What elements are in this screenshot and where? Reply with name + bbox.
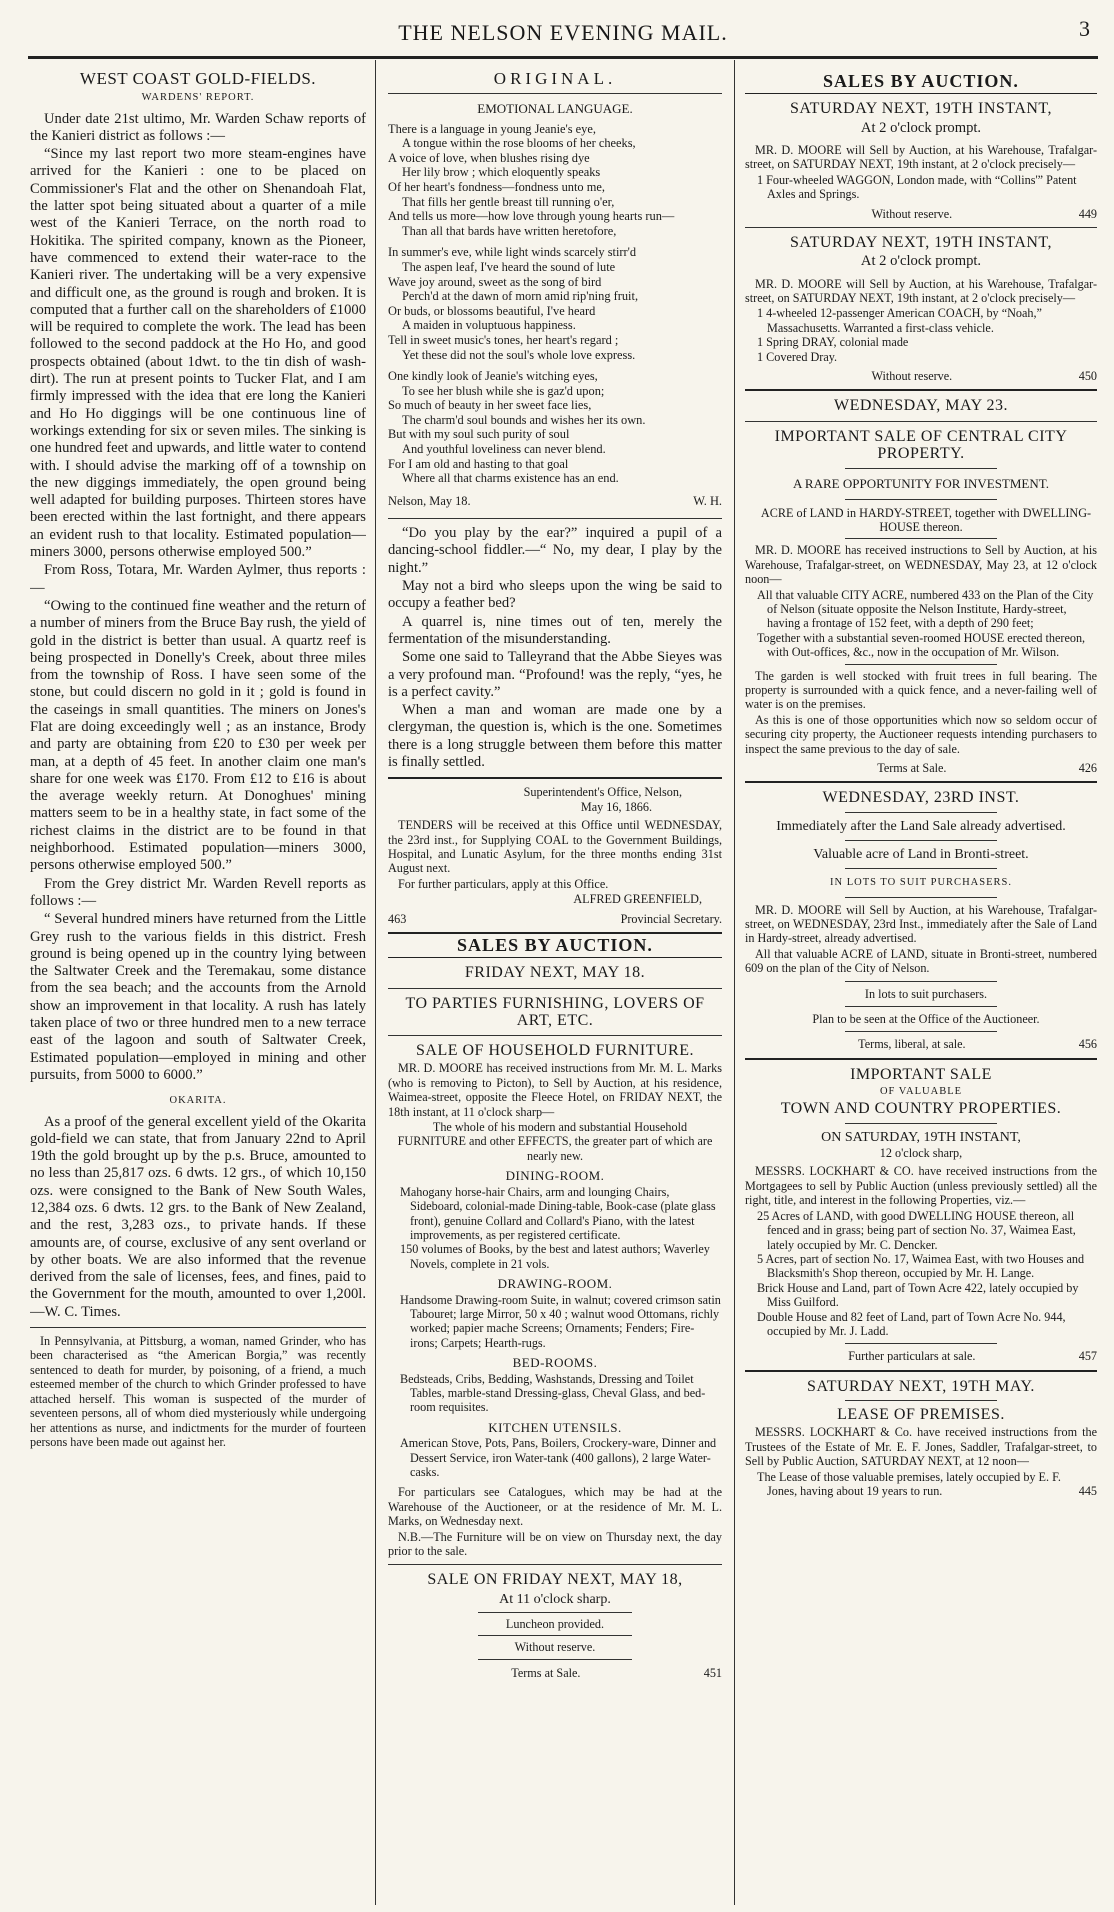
tender-office: Superintendent's Office, Nelson, [523,785,682,800]
joke: A quarrel is, nine times out of ten, merely the fermentation of the misunderstanding. [388,613,722,647]
tender-body: TENDERS will be received at this Office until WEDNESDAY, the 23rd inst., for Supplying COAL to the Government Buildings, Hospital, and Lunatic Asylum, for the three months ending 31st August next. [388,818,722,876]
masthead [28,14,1098,48]
ad-body: MR. D. MOORE will Sell by Auction, at his Warehouse, Trafalgar-street, on SATURDAY NEXT, 19th instant, at 2 o'clock precisely— [745,142,1097,172]
poem [388,122,722,486]
poem-signature: W. H. [693,493,722,508]
ad-item: Brick House and Land, part of Town Acre 422, lately occupied by Miss Guilford. [757,1280,1079,1310]
article-paragraph: From the Grey district Mr. Warden Revell reports as follows :— [30,875,366,909]
poem-line: A voice of love, when blushes rising dye [388,150,590,165]
ad-time: 12 o'clock sharp, [879,1146,963,1161]
article-subheading: WARDENS' REPORT. [141,92,255,104]
auction-ad [745,100,1097,221]
divider [845,840,997,841]
column-1 [30,64,366,1904]
article-heading: WEST COAST GOLD-FIELDS. [79,69,317,88]
tender-notice [388,785,722,926]
ad-item: 5 Acres, part of section No. 17, Waimea East, with two Houses and Blacksmith's Shop thereon, occupied by Mr. H. Lange. [757,1251,1085,1281]
divider [845,1343,997,1344]
poem-line: Or buds, or blossoms beautiful, I've heard [388,303,596,318]
column-divider [734,60,735,1905]
ad-subtitle: OF VALUABLE [879,1086,963,1098]
divider [745,389,1097,391]
ad-terms: Without reserve. [871,368,953,383]
ad-date: WEDNESDAY, MAY 23. [833,397,1009,415]
joke: When a man and woman are made one by a clergyman, the question is, which is the one. Sometimes there is a long struggle between them before this matter is finally settled. [388,702,722,770]
ad-item: The Lease of those valuable premises, lately occupied by E. F. Jones, having about 19 years to run. [757,1469,1061,1498]
ad-headline: TO PARTIES FURNISHING, LOVERS OF ART, ETC. [405,994,705,1029]
ad-terms: Without reserve. [871,206,953,221]
poem-line: Tell in sweet music's tones, her heart's regard ; [388,332,619,347]
ad-body: MR. D. MOORE has received instructions from Mr. M. L. Marks (who is removing to Picton), to Sell by Auction, at his residence, Waimea-street, opposite the Fleece Hotel, on FRIDAY NEXT, the 18th instant, at 11 o'clock sharp— [388,1061,722,1119]
poem-line: Of her heart's fondness—fondness unto me, [388,179,605,194]
ad-body: As this is one of those opportunities which now so seldom occur of securing city property, the Auctioneer requests intending purchasers to inspect the same previous to the day of sale. [745,712,1097,756]
poem-line: So much of beauty in her sweet face lies, [388,398,592,413]
poem-line: To see her blush while she is gaz'd upon; [402,383,605,398]
ad-body: MR. D. MOORE will Sell by Auction, at his Warehouse, Trafalgar-street, on SATURDAY NEXT, 19th instant, at 2 o'clock precisely— [745,276,1097,305]
ad-item: 1 4-wheeled 12-passenger American COACH, by “Noah,” Massachusetts. Warranted a first-class vehicle. [757,306,1042,335]
divider [845,499,997,500]
room-heading: BED-ROOMS. [512,1355,598,1371]
column-3 [745,64,1097,1904]
article-paragraph: “Since my last report two more steam-engines have arrived for the Kanieri : one to be placed on Commissioner's Flat and the other on Shenandoah Flat, the latter spot being situated about a quarter of a mile west of the Kanieri Terrace, on the north road to Hokitika. The spirited company, known as the Pioneer, have commenced to extend their water-race to the Kanieri river. The undertaking will be a very expensive and difficult one, as the ground is rough and broken. It is computed that a further call on the shareholders of £1000 will be required to complete the work. The lead has been followed to the second paddock at the Ho Ho, and good prospects obtained (about 1dwt. to the tin dish of wash-dirt). The run at present points to Tucker Flat, and I am firmly impressed with the idea that ere long the Kanieri and Ho Ho diggings will be one continuous line of workings extending for six or seven miles. The sinking is one hundred feet and upwards, and little water to contend with. I should advise the marking off of a township on the new diggings immediately, the open ground being well adapted for building purposes. Thirteen stores have been erected within the last fortnight, and there appears an evident rush to that locality. Estimated population—miners 3000, persons otherwise employed 500.” [30,146,366,561]
top-rule [28,56,1098,59]
ad-terms: Further particulars at sale. [848,1349,976,1364]
divider [388,93,722,94]
poem-line: Where all that charms existence has an end. [402,471,619,486]
tender-role: Provincial Secretary. [620,911,722,926]
divider [745,421,1097,422]
divider [388,1564,722,1565]
poem-line: But with my soul such purity of soul [388,427,570,442]
poem-stanza [388,369,722,486]
poem-stanza [388,122,722,239]
section-heading-okarita: OKARITA. [169,1095,227,1107]
ad-body: MESSRS. LOCKHART & CO. have received instructions from the Mortgagees to sell by Public Auction (unless previously settled) all the right, title, and interest in the following Properties, viz.— [745,1164,1097,1208]
ad-item: 25 Acres of LAND, with good DWELLING HOUSE thereon, all fenced and in grass; being part of section No. 37, Waimea East, lately occupied by Mr. C. Dencker. [757,1208,1076,1252]
auction-ad [745,1066,1097,1364]
ad-item: 1 Four-wheeled WAGGON, London made, with “Collins'” Patent Axles and Springs. [757,172,1077,202]
ad-terms: Terms, liberal, at sale. [858,1037,966,1052]
divider [388,988,722,989]
ad-body: The whole of his modern and substantial Household FURNITURE and other EFFECTS, the greater part of which are nearly new. [397,1120,713,1163]
poem-stanza [388,245,722,362]
ad-date: SATURDAY NEXT, 19TH INSTANT, [789,100,1053,118]
room-contents: Mahogany horse-hair Chairs, arm and lounging Chairs, Sideboard, colonial-made Dining-table, Book-case (plate glass front), genuine Collard and Collard's Piano, with the latest improvements, as per registered certificate. [400,1184,716,1242]
tender-more: For further particulars, apply at this Office. [398,876,609,891]
ad-number: 450 [1078,368,1097,383]
auction-ad [745,1378,1097,1499]
ad-body: The garden is well stocked with fruit trees in full bearing. The property is surrounded with a quick fence, and a never-failing well of water is on the premises. [745,668,1097,712]
divider [388,518,722,519]
divider [30,1327,366,1328]
ad-item: All that valuable CITY ACRE, numbered 433 on the Plan of the City of Nelson (situate opposite the Nelson Institute, Hardy-street, having a frontage of 152 feet, with a depth of 290 feet; [757,587,1094,631]
poem-line: For I am old and hasting to that goal [388,456,569,471]
ad-headline: Valuable acre of Land in Bronti-street. [813,847,1029,863]
divider [745,1370,1097,1372]
divider [845,664,997,665]
ad-note: Luncheon provided. [505,1617,605,1632]
ad-body: ACRE of LAND in HARDY-STREET, together with DWELLING-HOUSE thereon. [760,505,1092,534]
divider [845,1123,997,1124]
poem-line: The charm'd soul bounds and wishes her its own. [402,412,646,427]
ad-terms: Terms at Sale. [511,1665,581,1680]
ad-time: At 2 o'clock prompt. [860,119,982,136]
poem-line: A maiden in voluptuous happiness. [402,318,576,333]
ad-body: N.B.—The Furniture will be on view on Thursday next, the day prior to the sale. [388,1529,722,1559]
article-paragraph: “ Several hundred miners have returned from the Little Grey rush to the various fields in this district. Fresh ground is being opened up in the country lying between the Saltwater Creek and the Teremakau, some distance from the sea beach; and the accounts from the Arnold show an improvement in that locality. A rush has lately taken place of two or three hundred men to a new terrace east of the lagoon and south of Saltwater Creek, Estimated population—employed in mining and other pursuits, from 5000 to 6000.” [30,911,366,1083]
room-heading: DRAWING-ROOM. [497,1276,613,1292]
ad-time: At 11 o'clock sharp. [499,1591,611,1607]
ad-date: SATURDAY NEXT, 19TH MAY. [807,1377,1035,1395]
ad-body: MR. D. MOORE will Sell by Auction, at his Warehouse, Trafalgar-street, on WEDNESDAY, 23rd Inst., immediately after the Sale of Land in Hardy-street, already advertised. [745,902,1097,946]
ad-terms: Terms at Sale. [877,761,947,776]
divider [388,777,722,779]
ad-number: 445 [1078,1483,1097,1498]
poem-line: Her lily brow ; which eloquently speaks [402,165,601,180]
divider [845,1031,997,1032]
ad-number: 451 [703,1665,722,1680]
divider [845,1400,997,1401]
poem-line: That fills her gentle breast till running o'er, [402,194,615,209]
poem-line: In summer's eve, while light winds scarcely stirr'd [388,245,637,260]
divider [845,1006,997,1007]
ad-note: IN LOTS TO SUIT PURCHASERS. [830,877,1012,889]
ad-body: MESSRS. LOCKHART & Co. have received instructions from the Trustees of the Estate of Mr. E. F. Jones, Saddler, Trafalgar-street, to Sell by Public Auction, SATURDAY NEXT, at 12 noon— [745,1425,1097,1469]
ad-headline: A RARE OPPORTUNITY FOR INVESTMENT. [793,476,1049,492]
column-divider [375,60,376,1905]
divider [388,1035,722,1036]
divider [478,1659,632,1660]
poem-line: A tongue within the rose blooms of her cheeks, [402,136,636,151]
poem-line: Yet these did not the soul's whole love express. [402,347,636,362]
poem-line: Wave joy around, sweet as the song of bird [388,274,602,289]
divider [845,897,997,898]
poem-line: And youthful loveliness can never blend. [402,442,606,457]
divider [845,468,997,469]
room-contents: Bedsteads, Cribs, Bedding, Washstands, Dressing and Toilet Tables, marble-stand Dressing-glass, Cheval Glass, and bed-room requisites. [400,1371,706,1415]
ad-note: Plan to be seen at the Office of the Auctioneer. [812,1012,1040,1027]
joke: Some one said to Talleyrand that the Abbe Sieyes was a very profound man. “Profound! was the reply, “yes, he is a perfect cavity.” [388,649,722,700]
poem-line: And tells us more—how love through young hearts run— [388,209,675,224]
poem-place: Nelson, May 18. [388,493,471,508]
auction-ad [745,789,1097,1051]
article-paragraph: From Ross, Totara, Mr. Warden Aylmer, thus reports :— [30,562,366,596]
ad-note: In lots to suit purchasers. [864,986,988,1001]
article-paragraph: As a proof of the general excellent yield of the Okarita gold-field we can state, that from January 22nd to April 19th the gold brought up by the p.s. Bruce, amounted to no less than 25,817 ozs. 6 dwts. 12 grs., of which 10,150 ozs. were consigned to the Bank of New South Wales, 12,384 ozs. 6 dwts. 12 grs. to the Bank of New Zealand, and the rest, 3,283 ozs., to private hands. If these amounts are, of course, exclusive of any sent overland or by other boats. We are also informed that the revenue derived from the sale of licenses, fees, and fines, paid to the Government for the mouth, amounted to over 1,200l.—W. C. Times. [30,1113,366,1320]
divider [845,981,997,982]
poem-line: The aspen leaf, I've heard the sound of lute [402,259,616,274]
ad-number: 449 [1078,206,1097,221]
tender-name: ALFRED GREENFIELD, [573,892,702,907]
auction-ad [745,234,1097,383]
ad-body: MR. D. MOORE has received instructions to Sell by Auction, at his Warehouse, Trafalgar-street, on WEDNESDAY, May 23, at 12 o'clock noon— [745,543,1097,587]
room-contents: American Stove, Pots, Pans, Boilers, Crockery-ware, Dinner and Dessert Service, iron Water-tank (400 gallons), 2 large Water-casks. [400,1436,717,1479]
news-item: In Pennsylvania, at Pittsburg, a woman, named Grinder, who has been characterised as “the American Borgia,” was recently sentenced to death for murder, by poisoning, of a friend, a much esteemed member of the church to which Grinder professed to have attached herself. This woman is suspected of the murder of seventeen persons, all of whom died mysteriously while undergoing her attentions as nurse, and indictments for the murder of fourteen persons have been made out against her. [30,1334,366,1449]
ad-item: Together with a substantial seven-roomed HOUSE erected thereon, with Out-offices, &c., now in the occupation of Mr. Wilson. [757,630,1086,660]
room-heading: KITCHEN UTENSILS. [488,1419,622,1435]
joke: “Do you play by the ear?” inquired a pupil of a dancing-school fiddler.—“ No, my dear, I play by the night.” [388,525,722,576]
ad-date: ON SATURDAY, 19TH INSTANT, [821,1129,1021,1145]
ad-date: WEDNESDAY, 23RD INST. [822,789,1020,807]
poem-line: One kindly look of Jeanie's witching eyes, [388,369,598,384]
room-list [388,1169,722,1479]
section-heading-original: ORIGINAL. [493,69,617,88]
poem-line: There is a language in young Jeanie's eye, [388,121,596,136]
divider [845,868,997,869]
ad-number: 457 [1078,1349,1097,1364]
divider [478,1635,632,1636]
divider [478,1612,632,1613]
divider [845,812,997,813]
ad-note: Without reserve. [514,1640,596,1655]
ad-headline: Immediately after the Land Sale already advertised. [776,818,1066,834]
joke: May not a bird who sleeps upon the wing be said to occupy a feather bed? [388,578,722,612]
ad-body: For particulars see Catalogues, which may be had at the Warehouse of the Auctioneer, or at the residence of Mr. M. L. Marks, on Wednesday next. [388,1485,722,1529]
poem-line: Than all that bards have written heretofore, [402,223,617,238]
auction-ad [745,397,1097,775]
auction-banner: SALES BY AUCTION. [388,932,722,958]
ad-title: IMPORTANT SALE OF CENTRAL CITY PROPERTY. [774,427,1068,462]
ad-title: IMPORTANT SALE [850,1065,992,1083]
ad-item: Double House and 82 feet of Land, part of Town Acre No. 944, occupied by Mr. J. Ladd. [757,1309,1066,1338]
divider [745,227,1097,228]
room-heading: DINING-ROOM. [505,1168,605,1184]
ad-number: 426 [1078,761,1097,776]
auction-banner: SALES BY AUCTION. [745,70,1097,94]
ad-time: At 2 o'clock prompt. [860,253,982,270]
divider [845,538,997,539]
newspaper-title: THE NELSON EVENING MAIL. [398,20,728,45]
column-2 [388,64,722,1904]
ad-date: FRIDAY NEXT, MAY 18. [464,964,646,982]
ad-number: 456 [1078,1037,1097,1052]
room-contents: 150 volumes of Books, by the best and latest authors; Waverley Novels, complete in 21 vols. [400,1242,710,1271]
room-contents: Handsome Drawing-room Suite, in walnut; covered crimson satin Tabouret; large Mirror, 50 x 40 ; walnut wood Ottomans, richly worked; papier mache Screens; Ornaments; Fenders; Fire-irons; Carpets; Hearth-rugs. [400,1292,721,1350]
page-number: 3 [1079,16,1090,41]
ad-title: LEASE OF PREMISES. [837,1406,1005,1424]
ad-number: 463 [388,911,407,926]
article-paragraph: Under date 21st ultimo, Mr. Warden Schaw reports of the Kanieri district as follows :— [30,110,366,144]
divider [745,781,1097,783]
ad-item: 1 Spring DRAY, colonial made [757,335,909,350]
ad-item: 1 Covered Dray. [757,349,838,364]
ad-body: All that valuable ACRE of LAND, situate in Bronti-street, numbered 609 on the plan of the City of Nelson. [745,946,1097,976]
ad-date: SATURDAY NEXT, 19TH INSTANT, [789,233,1053,251]
poem-line: Perch'd at the dawn of morn amid rip'ning fruit, [402,289,639,304]
divider [745,1058,1097,1060]
article-paragraph: “Owing to the continued fine weather and the return of a number of miners from the Bruce Bay rush, the yield of gold in the district is better than usual. A quartz reef is being prospected in Donelly's Creek, about three miles from the township of Ross. I have seen some of the stone, but could discern no gold in it ; gold is found in the caseings in small quantities. The miners on Jones's Flat are doing exceedingly well ; as an instance, Brody and party are obtaining from £20 to £30 per week per man, at a depth of 45 feet. In another claim one man's share for one week was £170. From £12 to £16 is about the average weekly return. At Donoghues' mining matters seem to be in a healthy state, in fact some of the richest claims in the district are to be found in that neighborhood. Estimated population—miners 3000, persons otherwise employed 500.” [30,597,366,874]
ad-headline: SALE ON FRIDAY NEXT, MAY 18, [427,1571,683,1589]
poem-title: EMOTIONAL LANGUAGE. [477,101,633,117]
tender-date: May 16, 1866. [580,799,652,814]
ad-title: TOWN AND COUNTRY PROPERTIES. [780,1100,1062,1118]
ad-title: SALE OF HOUSEHOLD FURNITURE. [415,1042,694,1060]
